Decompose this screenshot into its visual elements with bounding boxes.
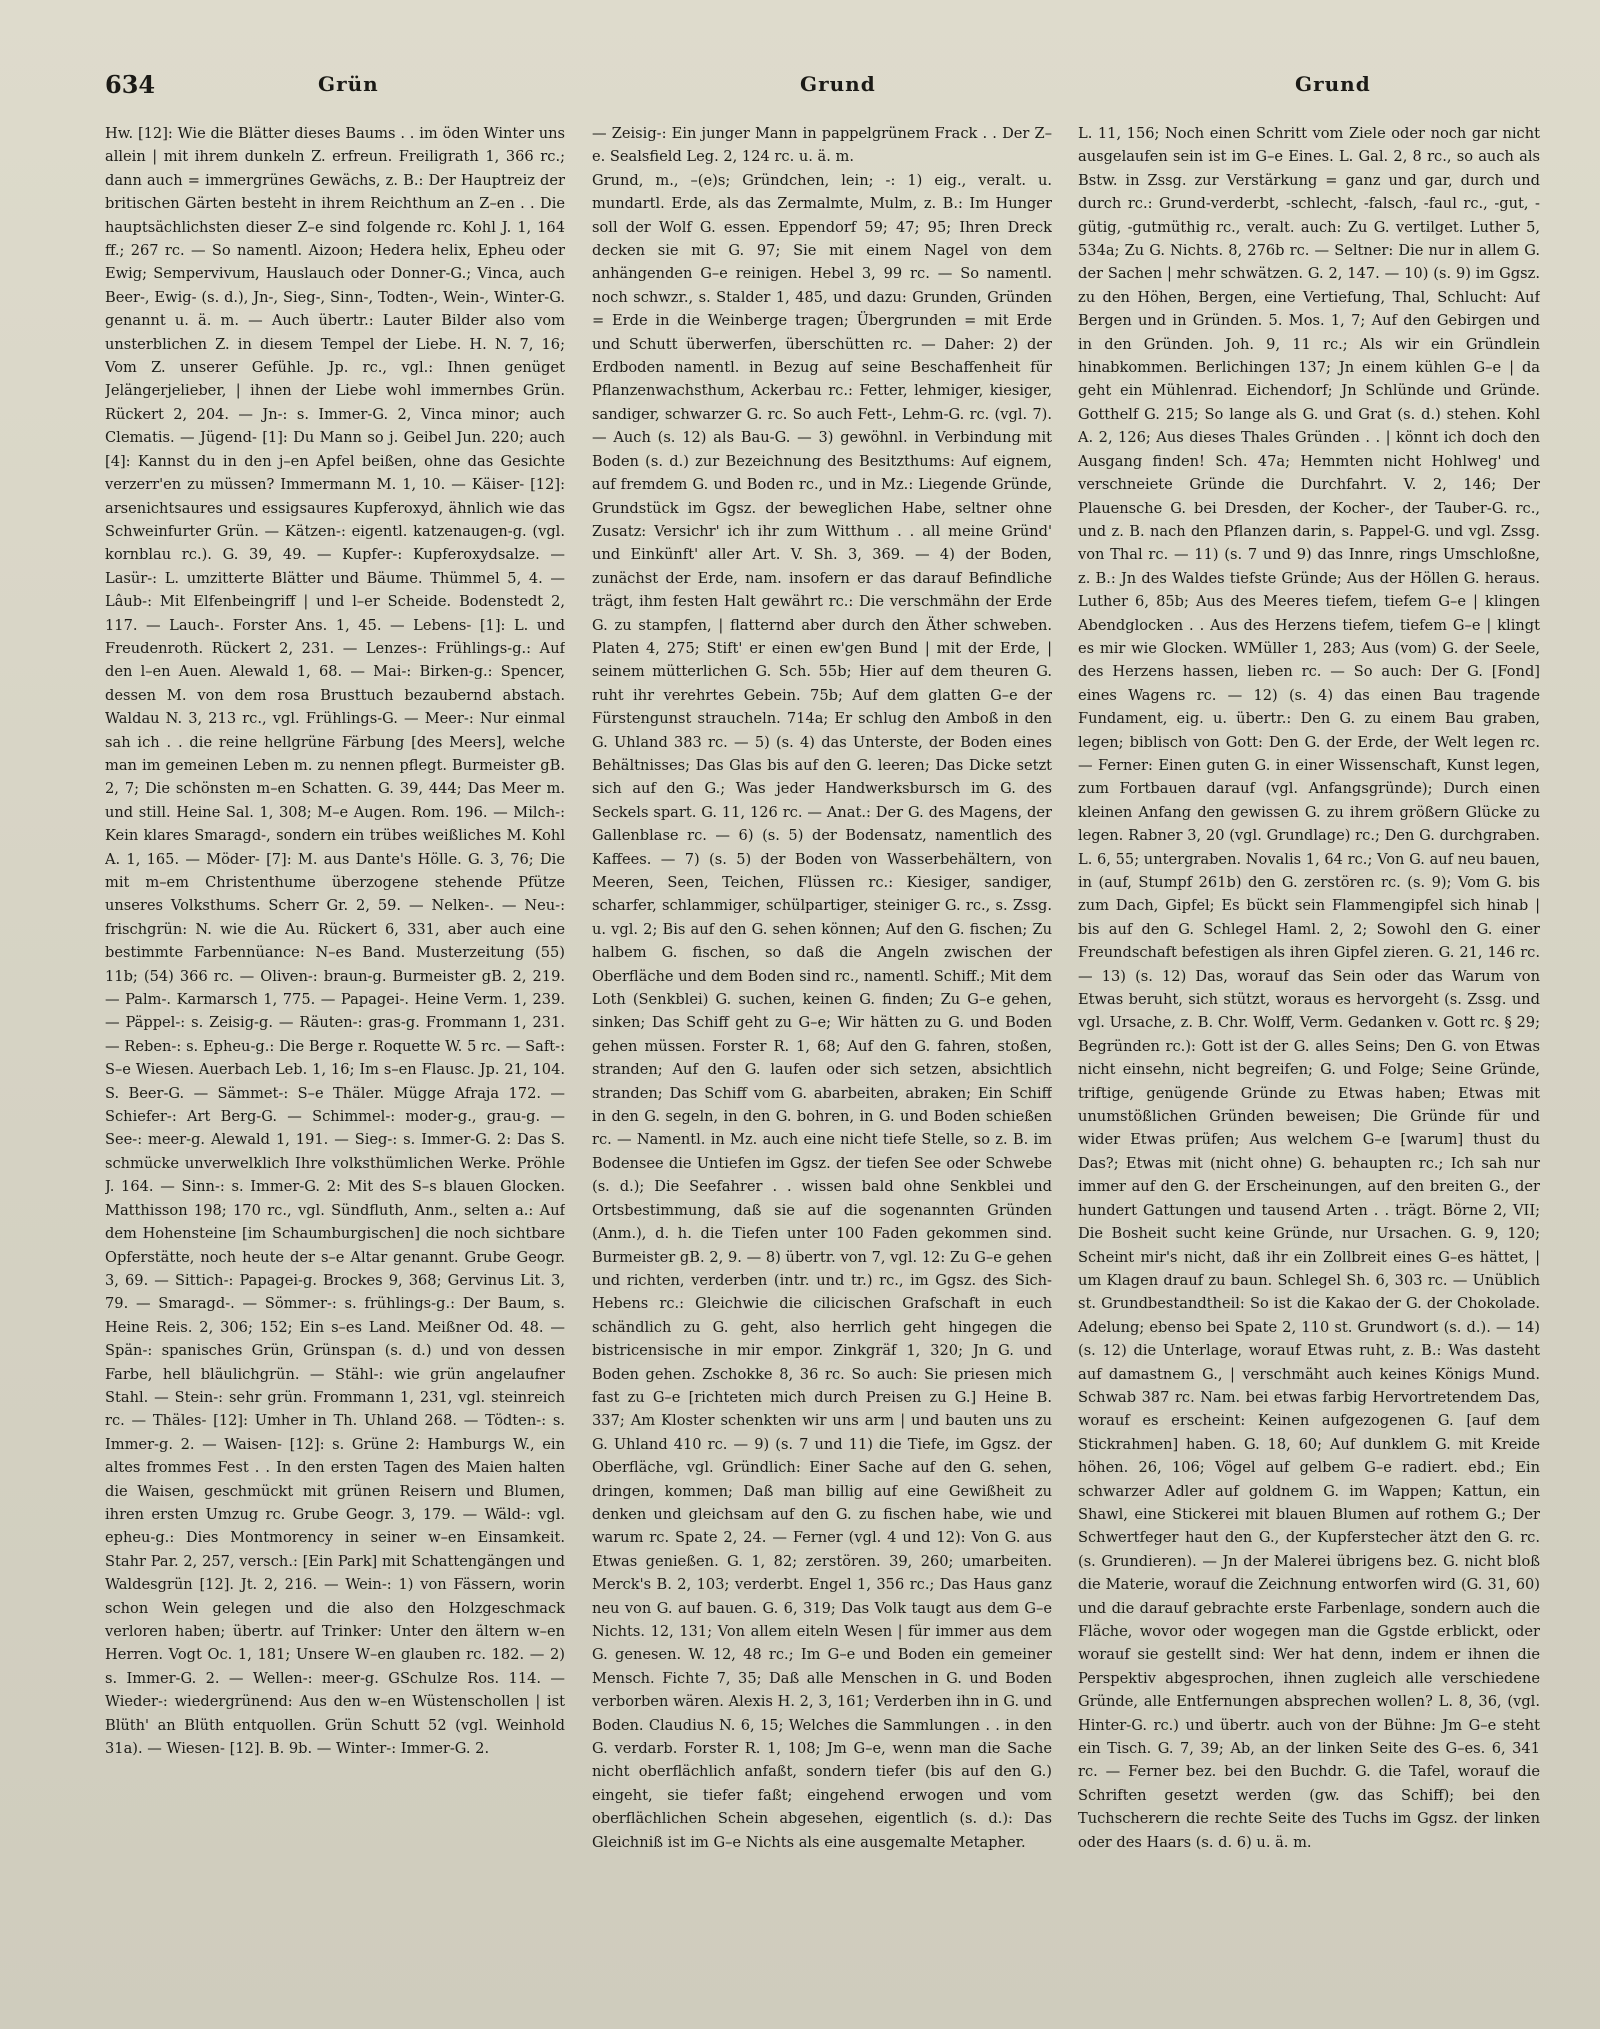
page-header bbox=[105, 70, 1535, 110]
page-number: 634 bbox=[105, 70, 156, 99]
running-head-center: Grund bbox=[800, 72, 876, 96]
running-head-right: Grund bbox=[1295, 72, 1371, 96]
column-1-paragraph: Hw. [12]: Wie die Blätter dieses Baums . . im öden Winter uns allein | mit ihrem dunkeln Z. erfreun. Freiligrath 1, 366 rc.; dann auch = immergrünes Gewächs, z. B.: Der Hauptreiz der britischen Gärten besteht in ihrem Reichthum an Z–en . . Die hauptsächlichsten dieser Z–e sind folgende rc. Kohl J. 1, 164 ff.; 267 rc. — So namentl. Aizoon; Hedera helix, Epheu oder Ewig; Sempervivum, Hauslauch oder Donner-G.; Vinca, auch Beer-, Ewig- (s. d.), Jn-, Sieg-, Sinn-, Todten-, Wein-, Winter-G. genannt u. ä. m. — Auch übertr.: Lauter Bilder also vom unsterblichen Z. in diesem Tempel der Liebe. H. N. 7, 16; Vom Z. unserer Gefühle. Jp. rc., vgl.: Ihnen genüget Jelängerjelieber, | ihnen der Liebe wohl immernbes Grün. Rückert 2, 204. — Jn-: s. Immer-G. 2, Vinca minor; auch Clematis. — Jügend- [1]: Du Mann so j. Geibel Jun. 220; auch [4]: Kannst du in den j–en Apfel beißen, ohne das Gesichte verzerr'en zu müssen? Immermann M. 1, 10. — Käiser- [12]: arsenichtsaures und essigsaures Kupferoxyd, ähnlich wie das Schweinfurter Grün. — Kätzen-: eigentl. katzenaugen-g. (vgl. kornblau rc.). G. 39, 49. — Kupfer-: Kupferoxydsalze. — Lasür-: L. umzitterte Blätter und Bäume. Thümmel 5, 4. — Lâub-: Mit Elfenbeingriff | und l–er Scheide. Bodenstedt 2, 117. — Lauch-. Forster Ans. 1, 45. — Lebens- [1]: L. und Freudenroth. Rückert 2, 231. — Lenzes-: Frühlings-g.: Auf den l–en Auen. Alewald 1, 68. — Mai-: Birken-g.: Spencer, dessen M. von dem rosa Brusttuch bezaubernd abstach. Waldau N. 3, 213 rc., vgl. Frühlings-G. — Meer-: Nur einmal sah ich . . die reine hellgrüne Färbung [des Meers], welche man im gemeinen Leben m. zu nennen pflegt. Burmeister gB. 2, 7; Die schönsten m–en Schatten. G. 39, 444; Das Meer m. und still. Heine Sal. 1, 308; M–e Augen. Rom. 196. — Milch-: Kein klares Smaragd-, sondern ein trübes weißliches M. Kohl A. 1, 165. — Möder- [7]: M. aus Dante's Hölle. G. 3, 76; Die mit m–em Christenthume überzogene stehende Pfütze unseres Volksthums. Scherr Gr. 2, 59. — Nelken-. — Neu-: frischgrün: N. wie die Au. Rückert 6, 331, aber auch eine bestimmte Farbennüance: N–es Band. Musterzeitung (55) 11b; (54) 366 rc. — Oliven-: braun-g. Burmeister gB. 2, 219. — Palm-. Karmarsch 1, 775. — Papagei-. Heine Verm. 1, 239. — Päppel-: s. Zeisig-g. — Räuten-: gras-g. Frommann 1, 231. — Reben-: s. Epheu-g.: Die Berge r. Roquette W. 5 rc. — Saft-: S–e Wiesen. Auerbach Leb. 1, 16; Im s–en Flausc. Jp. 21, 104. S. Beer-G. — Sämmet-: S–e Thäler. Mügge Afraja 172. — Schiefer-: Art Berg-G. — Schimmel-: moder-g., grau-g. — See-: meer-g. Alewald 1, 191. — Sieg-: s. Immer-G. 2: Das S. schmücke unverwelklich Ihre volksthümlichen Werke. Pröhle J. 164. — Sinn-: s. Immer-G. 2: Mit des S–s blauen Glocken. Matthisson 198; 170 rc., vgl. Sündfluth, Anm., selten a.: Auf dem Hohensteine [im Schaumburgischen] die noch sichtbare Opferstätte, noch heute der s–e Altar genannt. Grube Geogr. 3, 69. — Sittich-: Papagei-g. Brockes 9, 368; Gervinus Lit. 3, 79. — Smaragd-. — Sömmer-: s. frühlings-g.: Der Baum, s. Heine Reis. 2, 306; 152; Ein s–es Land. Meißner Od. 48. — Spän-: spanisches Grün, Grünspan (s. d.) und von dessen Farbe, hell bläulichgrün. — Stähl-: wie grün angelaufner Stahl. — Stein-: sehr grün. Frommann 1, 231, vgl. steinreich rc. — Thäles- [12]: Umher in Th. Uhland 268. — Tödten-: s. Immer-g. 2. — Waisen- [12]: s. Grüne 2: Hamburgs W., ein altes frommes Fest . . In den ersten Tagen des Maien halten die Waisen, geschmückt mit grünen Reisern und Blumen, ihren ersten Umzug rc. Grube Geogr. 3, 179. — Wäld-: vgl. epheu-g.: Dies Montmorency in seiner w–en Einsamkeit. Stahr Par. 2, 257, versch.: [Ein Park] mit Schattengängen und Waldesgrün [12]. Jt. 2, 216. — Wein-: 1) von Fässern, worin schon Wein gelegen und die also den Holzgeschmack verloren haben; übertr. auf Trinker: Unter den ältern w–en Herren. Vogt Oc. 1, 181; Unsere W–en glauben rc. 182. — 2) s. Immer-G. 2. — Wellen-: meer-g. GSchulze Ros. 114. — Wieder-: wiedergrünend: Aus den w–en Wüstenschollen | ist Blüth' an Blüth entquollen. Grün Schutt 52 (vgl. Weinhold 31a). — Wiesen- [12]. B. 9b. — Winter-: Immer-G. 2. bbox=[105, 125, 565, 1758]
running-head-left: Grün bbox=[318, 72, 379, 96]
column-3-paragraph: L. 11, 156; Noch einen Schritt vom Ziele oder noch gar nicht ausgelaufen sein ist im G–e Eines. L. Gal. 2, 8 rc., so auch als Bstw. in Zssg. zur Verstärkung = ganz und gar, durch und durch rc.: Grund-verderbt, -schlecht, -falsch, -faul rc., -gut, -gütig, -gutmüthig rc., veralt. auch: Zu G. vertilget. Luther 5, 534a; Zu G. Nichts. 8, 276b rc. — Seltner: Die nur in allem G. der Sachen | mehr schwätzen. G. 2, 147. — 10) (s. 9) im Ggsz. zu den Höhen, Bergen, eine Vertiefung, Thal, Schlucht: Auf Bergen und in Gründen. 5. Mos. 1, 7; Auf den Gebirgen und in den Gründen. Joh. 9, 11 rc.; Als wir ein Gründlein hinabkommen. Berlichingen 137; Jn einem kühlen G–e | da geht ein Mühlenrad. Eichendorf; Jn Schlünde und Gründe. Gotthelf G. 215; So lange als G. und Grat (s. d.) stehen. Kohl A. 2, 126; Aus dieses Thales Gründen . . | könnt ich doch den Ausgang finden! Sch. 47a; Hemmten nicht Hohlweg' und verschneiete Gründe die Durchfahrt. V. 2, 146; Der Plauensche G. bei Dresden, der Kocher-, der Tauber-G. rc., und z. B. nach den Pflanzen darin, s. Pappel-G. und vgl. Zssg. von Thal rc. — 11) (s. 7 und 9) das Innre, rings Umschloßne, z. B.: Jn des Waldes tiefste Gründe; Aus der Höllen G. heraus. Luther 6, 85b; Aus des Meeres tiefem, tiefem G–e | klingen Abendglocken . . Aus des Herzens tiefem, tiefem G–e | klingt es mir wie Glocken. WMüller 1, 283; Aus (vom) G. der Seele, des Herzens hassen, lieben rc. — So auch: Der G. [Fond] eines Wagens rc. — 12) (s. 4) das einen Bau tragende Fundament, eig. u. übertr.: Den G. zu einem Bau graben, legen; biblisch von Gott: Den G. der Erde, der Welt legen rc. — Ferner: Einen guten G. in einer Wissenschaft, Kunst legen, zum Fortbauen darauf (vgl. Anfangsgründe); Durch einen kleinen Anfang den gewissen G. zu ihrem größern Glücke zu legen. Rabner 3, 20 (vgl. Grundlage) rc.; Den G. durchgraben. L. 6, 55; untergraben. Novalis 1, 64 rc.; Von G. auf neu bauen, in (auf, Stumpf 261b) den G. zerstören rc. (s. 9); Vom G. bis zum Dach, Gipfel; Es bückt sein Flammengipfel sich hinab | bis auf den G. Schlegel Haml. 2, 2; Sowohl den G. einer Freundschaft befestigen als ihren Gipfel zieren. G. 21, 146 rc. — 13) (s. 12) Das, worauf das Sein oder das Warum von Etwas beruht, sich stützt, woraus es hervorgeht (s. Zssg. und vgl. Ursache, z. B. Chr. Wolff, Verm. Gedanken v. Gott rc. § 29; Begründen rc.): Gott ist der G. alles Seins; Den G. von Etwas nicht einsehn, nicht begreifen; G. und Folge; Seine Gründe, triftige, genügende Gründe zu Etwas haben; Etwas mit unumstößlichen Gründen beweisen; Die Gründe für und wider Etwas prüfen; Aus welchem G–e [warum] thust du Das?; Etwas mit (nicht ohne) G. behaupten rc.; Ich sah nur immer auf den G. der Erscheinungen, auf den breiten G., der hundert Gattungen und tausend Arten . . trägt. Börne 2, VII; Die Bosheit sucht keine Gründe, nur Ursachen. G. 9, 120; Scheint mir's nicht, daß ihr ein Zollbreit eines G–es hättet, | um Klagen drauf zu baun. Schlegel Sh. 6, 303 rc. — Unüblich st. Grundbestandtheil: So ist die Kakao der G. der Chokolade. Adelung; ebenso bei Spate 2, 110 st. Grundwort (s. d.). — 14) (s. 12) die Unterlage, worauf Etwas ruht, z. B.: Was dasteht auf damastnem G., | verschmäht auch keines Königs Mund. Schwab 387 rc. Nam. bei etwas farbig Hervortretendem Das, worauf es erscheint: Keinen aufgezogenen G. [auf dem Stickrahmen] haben. G. 18, 60; Auf dunklem G. mit Kreide höhen. 26, 106; Vögel auf gelbem G–e radiert. ebd.; Ein schwarzer Adler auf goldnem G. im Wappen; Kattun, ein Shawl, eine Stickerei mit blauen Blumen auf rothem G.; Der Schwertfeger haut den G., der Kupferstecher ätzt den G. rc. (s. Grundieren). — Jn der Malerei übrigens bez. G. nicht bloß die Materie, worauf die Zeichnung entworfen wird (G. 31, 60) und die darauf gebrachte erste Farbenlage, sondern auch die Fläche, wovor oder wogegen man die Ggstde erblickt, oder worauf sie gestellt sind: Wer hat denn, indem er ihnen die Perspektiv abgesprochen, ihnen zugleich alle verschiedene Gründe, alle Entfernungen absprechen wollen? L. 8, 36, (vgl. Hinter-G. rc.) und übertr. auch von der Bühne: Jm G–e steht ein Tisch. G. 7, 39; Ab, an der linken Seite des G–es. 6, 341 rc. — Ferner bez. bei den Buchdr. G. die Tafel, worauf die Schriften gesetzt werden (gw. das Schiff); bei den Tuchscherern die rechte Seite des Tuchs im Ggsz. der linken oder des Haars (s. d. 6) u. ä. m. bbox=[1078, 125, 1540, 1851]
text-column-1 bbox=[105, 122, 565, 1902]
text-column-2 bbox=[592, 122, 1052, 1902]
column-2-paragraph-2: Grund, m., –(e)s; Gründchen, lein; -: 1) eig., veralt. u. mundartl. Erde, als das Zermalmte, Mulm, z. B.: Im Hunger soll der Wolf G. essen. Eppendorf 59; 47; 95; Ihren Dreck decken sie mit G. 97; Sie mit einem Nagel von dem anhängenden G–e reinigen. Hebel 3, 99 rc. — So namentl. noch schwzr., s. Stalder 1, 485, und dazu: Grunden, Gründen = Erde in die Weinberge tragen; Übergrunden = mit Erde und Schutt überwerfen, überschütten rc. — Daher: 2) der Erdboden namentl. in Bezug auf seine Beschaffenheit für Pflanzenwachsthum, Ackerbau rc.: Fetter, lehmiger, kiesiger, sandiger, schwarzer G. rc. So auch Fett-, Lehm-G. rc. (vgl. 7). — Auch (s. 12) als Bau-G. — 3) gewöhnl. in Verbindung mit Boden (s. d.) zur Bezeichnung des Besitzthums: Auf eignem, auf fremdem G. und Boden rc., und in Mz.: Liegende Gründe, Grundstück im Ggsz. der beweglichen Habe, seltner ohne Zusatz: Versichr' ich ihr zum Witthum . . all meine Gründ' und Einkünft' aller Art. V. Sh. 3, 369. — 4) der Boden, zunächst der Erde, nam. insofern er das darauf Befindliche trägt, ihm festen Halt gewährt rc.: Die verschmähn der Erde G. zu stampfen, | flatternd aber durch den Äther schweben. Platen 4, 275; Stift' er einen ew'gen Bund | mit der Erde, | seinem mütterlichen G. Sch. 55b; Hier auf dem theuren G. ruht ihr verehrtes Gebein. 75b; Auf dem glatten G–e der Fürstengunst straucheln. 714a; Er schlug den Amboß in den G. Uhland 383 rc. — 5) (s. 4) das Unterste, der Boden eines Behältnisses; Das Glas bis auf den G. leeren; Das Dicke setzt sich auf den G.; Was jeder Handwerksbursch im G. des Seckels spart. G. 11, 126 rc. — Anat.: Der G. des Magens, der Gallenblase rc. — 6) (s. 5) der Bodensatz, namentlich des Kaffees. — 7) (s. 5) der Boden von Wasserbehältern, von Meeren, Seen, Teichen, Flüssen rc.: Kiesiger, sandiger, scharfer, schlammiger, schülpartiger, steiniger G. rc., s. Zssg. u. vgl. 2; Bis auf den G. sehen können; Auf den G. fischen; Zu halbem G. fischen, so daß die Angeln zwischen der Oberfläche und dem Boden sind rc., namentl. Schiff.; Mit dem Loth (Senkblei) G. suchen, keinen G. finden; Zu G–e gehen, sinken; Das Schiff geht zu G–e; Wir hätten zu G. und Boden gehen müssen. Forster R. 1, 68; Auf den G. fahren, stoßen, stranden; Auf den G. laufen oder sich setzen, absichtlich stranden; Das Schiff vom G. abarbeiten, abraken; Ein Schiff in den G. segeln, in den G. bohren, in G. und Boden schießen rc. — Namentl. in Mz. auch eine nicht tiefe Stelle, so z. B. im Bodensee die Untiefen im Ggsz. der tiefen See oder Schwebe (s. d.); Die Seefahrer . . wissen bald ohne Senkblei und Ortsbestimmung, daß sie auf die sogenannten Gründen (Anm.), d. h. die Tiefen unter 100 Faden gekommen sind. Burmeister gB. 2, 9. — 8) übertr. von 7, vgl. 12: Zu G–e gehen und richten, verderben (intr. und tr.) rc., im Ggsz. des Sich-Hebens rc.: Gleichwie die cilicischen Grafschaft in euch schändlich zu G. geht, also herrlich geht hingegen die bistricensische in mir empor. Zinkgräf 1, 320; Jn G. und Boden gehen. Zschokke 8, 36 rc. So auch: Sie priesen mich fast zu G–e [richteten mich durch Preisen zu G.] Heine B. 337; Am Kloster schenkten wir uns arm | und bauten uns zu G. Uhland 410 rc. — 9) (s. 7 und 11) die Tiefe, im Ggsz. der Oberfläche, vgl. Gründlich: Einer Sache auf den G. sehen, dringen, kommen; Daß man billig auf eine Gewißheit zu denken und gleichsam auf den G. zu fischen habe, wie und warum rc. Spate 2, 24. — Ferner (vgl. 4 und 12): Von G. aus Etwas genießen. G. 1, 82; zerstören. 39, 260; umarbeiten. Merck's B. 2, 103; verderbt. Engel 1, 356 rc.; Das Haus ganz neu von G. auf bauen. G. 6, 319; Das Volk taugt aus dem G–e Nichts. 12, 131; Von allem eiteln Wesen | für immer aus dem G. genesen. W. 12, 48 rc.; Im G–e und Boden ein gemeiner Mensch. Fichte 7, 35; Daß alle Menschen in G. und Boden verborben wären. Alexis H. 2, 3, 161; Verderben ihn in G. und Boden. Claudius N. 6, 15; Welches die Sammlungen . . in den G. verdarb. Forster R. 1, 108; Jm G–e, wenn man die Sache nicht oberflächlich anfaßt, sondern tiefer (bis auf den G.) eingeht, sie tiefer faßt; eingehend erwogen und vom oberflächlichen Schein abgesehen, eigentlich (s. d.): Das Gleichniß ist im G–e Nichts als eine ausgemalte Metapher. bbox=[592, 171, 1052, 1851]
text-column-3 bbox=[1078, 122, 1540, 1902]
column-2-paragraph-1: — Zeisig-: Ein junger Mann in pappelgrünem Frack . . Der Z–e. Sealsfield Leg. 2, 124 rc. u. ä. m. bbox=[592, 125, 1052, 166]
